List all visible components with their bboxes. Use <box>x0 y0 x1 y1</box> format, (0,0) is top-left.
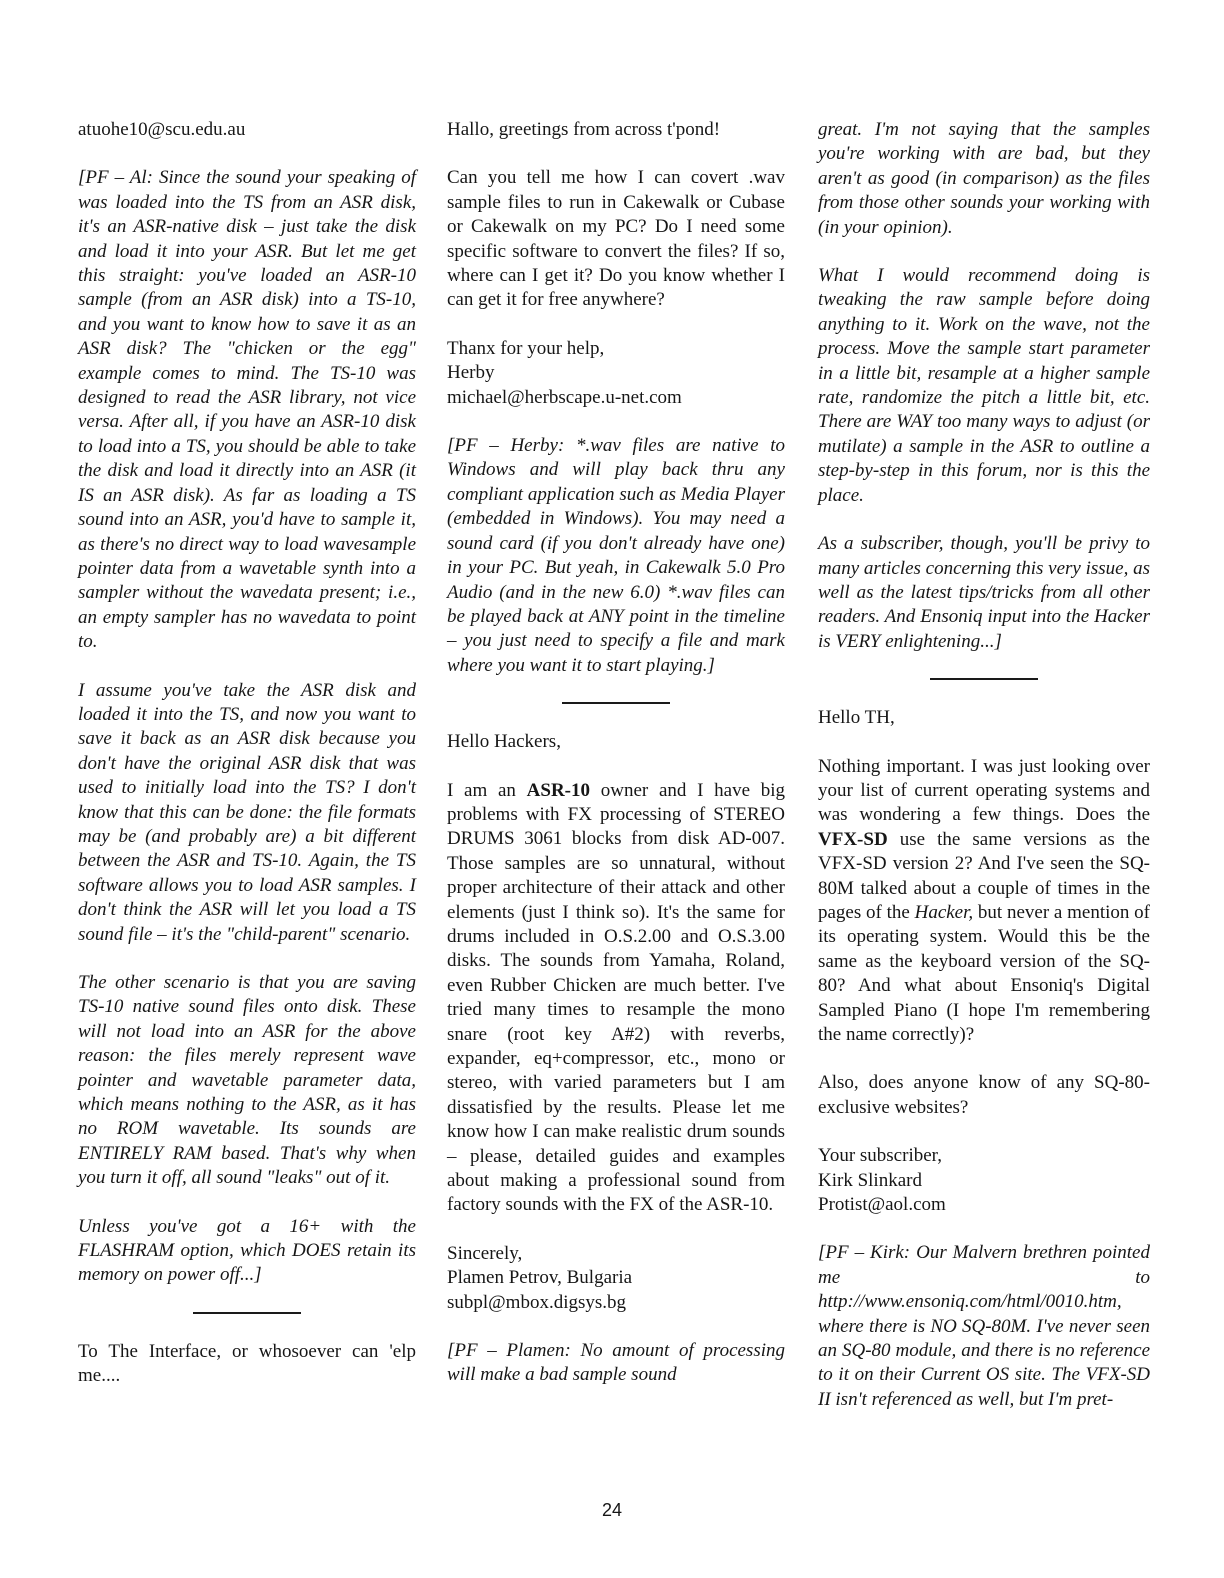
letter-greeting: Hallo, greetings from across t'pond! <box>447 119 721 140</box>
letter-signature <box>447 1242 785 1315</box>
letter-salutation: To The Interface, or whosoever can 'elp me.... <box>78 1340 416 1387</box>
column-3 <box>818 118 1150 1412</box>
letter-signature <box>447 337 785 410</box>
author-email: subpl@mbox.digsys.bg <box>447 1291 627 1313</box>
letter-body: Nothing important. I was just looking over your list of current operating systems and was wondering a few things. Does the VFX-SD use the same versions as the VFX-SD version 2? And I've seen the SQ-80M talked about a couple of times in the pages of the Hacker, but never a mention of its operating system. Would this be the same as the keyboard version of the SQ-80? And what about Ensoniq's Digital Sampled Piano (I hope I'm remembering the name correctly)? <box>818 755 1150 1045</box>
editor-reply: The other scenario is that you are saving TS-10 native sound files onto disk. These will not load into an ASR for the above reason: the files merely represent wave pointer and wavetable parameter data, which means nothing to the ASR, as it has no ROM wavetable. Its sounds are ENTIRELY RAM based. That's why when you turn it off, all sound "leaks" out of it. <box>78 972 416 1189</box>
letter-body: Also, does anyone know of any SQ-80-exclusive websites? <box>818 1072 1150 1118</box>
editor-reply: [PF – Kirk: Our Malvern brethren pointed me to http://www.ensoniq.com/html/0010.htm, where there is NO SQ-80M. I've never seen an SQ-80 module, and there is no reference to it on their Current OS site. The VFX-SD II isn't referenced as well, but I'm pret- <box>818 1242 1150 1410</box>
product-name: VFX-SD <box>818 828 888 850</box>
editor-reply: Unless you've got a 16+ with the FLASHRAM option, which DOES retain its memory on power off...] <box>78 1215 416 1286</box>
author-name: Herby <box>447 362 495 384</box>
letter-body: Can you tell me how I can covert .wav sample files to run in Cakewalk or Cubase or Cakewalk on my PC? Do I need some specific software to convert the files? If so, where can I get it? Do you know whether I can get it for free anywhere? <box>447 167 785 311</box>
letter-greeting: Hello TH, <box>818 707 895 729</box>
author-name: Kirk Slinkard <box>818 1169 922 1191</box>
editor-reply: I assume you've take the ASR disk and loaded it into the TS, and now you want to save it back as an ASR disk because you don't have the original ASR disk that was used to initially load into the TS? I don't know that this can be done: the file formats may be (and probably are) a bit different between the ASR and TS-10. Again, the TS software allows you to load ASR samples. I don't think the ASR will let you load a TS sound file – it's the "child-parent" scenario. <box>78 679 416 945</box>
editor-reply: [PF – Herby: *.wav files are native to Windows and will play back thru any compliant application such as Media Player (embedded in Windows). You may need a sound card (if you don't already have one) in your PC. But yeah, in Cakewalk 5.0 Pro Audio (and in the new 6.0) *.wav files can be played back at ANY point in the timeline – you just need to specify a file and mark where you want it to start playing.] <box>447 435 785 676</box>
author-email: michael@herbscape.u-net.com <box>447 386 682 408</box>
email-address: atuohe10@scu.edu.au <box>78 119 246 140</box>
editor-reply: great. I'm not saying that the samples you're working with are bad, but they aren't as good (in comparison) as the files from those other sounds your working with (in your opinion). <box>818 119 1150 238</box>
letter-greeting: Hello Hackers, <box>447 731 561 753</box>
magazine-name: Hacker, <box>914 901 974 923</box>
closing: Thanx for your help, <box>447 337 605 359</box>
closing: Your subscriber, <box>818 1145 942 1167</box>
closing: Sincerely, <box>447 1242 523 1264</box>
editor-reply: [PF – Plamen: No amount of processing will make a bad sample sound <box>447 1340 785 1386</box>
letter-body: I am an ASR-10 owner and I have big problems with FX processing of STEREO DRUMS 3061 blocks from disk AD-007. Those samples are so unnatural, without proper architecture of their attack and other elements (just I think so). It's the same for drums included in O.S.2.00 and O.S.3.00 disks. The sounds from Yamaha, Roland, even Rubber Chicken are much better. I've tried many times to resample the mono snare (root key A#2) with reverbs, expander, eq+compressor, etc., mono or stereo, with varied parameters but I am dissatisfied by the results. Please let me know how I can make realistic drum sounds – please, detailed guides and examples about making a professional sound from factory sounds with the FX of the ASR-10. <box>447 779 786 1216</box>
section-divider <box>193 1312 301 1314</box>
section-divider <box>562 702 670 704</box>
editor-reply: As a subscriber, though, you'll be privy to many articles concerning this very issue, as well as the latest tips/tricks from all other readers. And Ensoniq input into the Hacker is VERY enlightening...] <box>818 533 1150 652</box>
column-2 <box>447 118 785 1388</box>
editor-reply: [PF – Al: Since the sound your speaking of was loaded into the TS from an ASR disk, it's an ASR-native disk – just take the disk and load it into your ASR. But let me get this straight: you've loaded an ASR-10 sample (from an ASR disk) into a TS-10, and you want to know how to save it as an ASR disk? The "chicken or the egg" example comes to mind. The TS-10 was designed to read the ASR library, not vice versa. After all, if you have an ASR-10 disk to load into a TS, you should be able to take the disk and load it directly into an ASR (it IS an ASR disk). As far as loading a TS sound into an ASR, you'd have to sample it, as there's no direct way to load wavesample pointer data from a wavetable synth into a sampler without the wavedata present; i.e., an empty sampler has no wavedata to point to. <box>78 167 416 653</box>
product-name: ASR-10 <box>526 779 590 801</box>
editor-reply: What I would recommend doing is tweaking the raw sample before doing anything to it. Work on the wave, not the process. Move the sample start parameter in a little bit, resample at a higher sample rate, randomize the pitch a little bit, etc. There are WAY too many ways to adjust (or mutilate) a sample in the ASR to outline a step-by-step in this forum, nor is this the place. <box>818 265 1150 506</box>
column-1 <box>78 118 416 1413</box>
author-email: Protist@aol.com <box>818 1194 946 1216</box>
section-divider <box>930 678 1038 680</box>
author-name: Plamen Petrov, Bulgaria <box>447 1267 633 1289</box>
page-number: 24 <box>601 1500 623 1520</box>
letter-signature <box>818 1144 1150 1217</box>
